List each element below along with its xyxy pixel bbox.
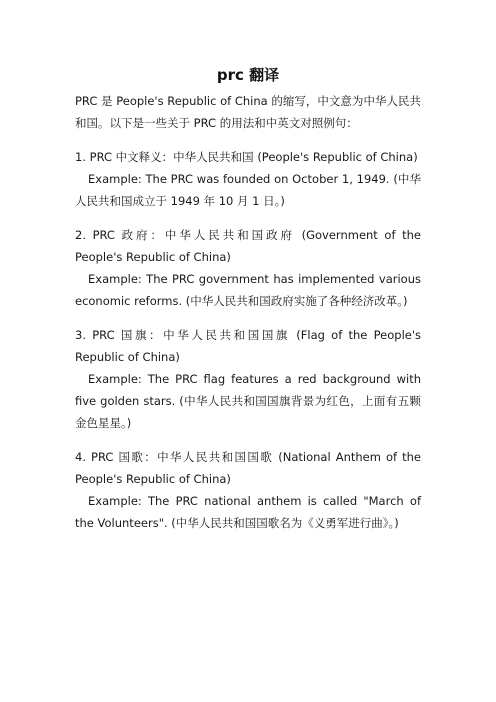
paragraph-gap [75, 434, 421, 446]
paragraph-gap [75, 312, 421, 324]
document-body [75, 64, 421, 534]
item-example-3: Example: The PRC flag features a red background with five golden stars. (中华人民共和国国旗背景为红色，上面有五颗金色星星。) [75, 372, 421, 430]
item-example-1: Example: The PRC was founded on October 1, 1949. (中华人民共和国成立于 1949 年 10 月 1 日。) [75, 172, 421, 208]
item-heading-1: 1. PRC 中文释义：中华人民共和国 (People's Republic of China) [75, 150, 418, 164]
paragraph-gap [75, 212, 421, 224]
item-example-2: Example: The PRC government has implemented various economic reforms. (中华人民共和国政府实施了各种经济改革。) [75, 272, 421, 308]
item-heading-4: 4. PRC 国歌：中华人民共和国国歌 (National Anthem of the People's Republic of China) [75, 450, 421, 486]
item-example-4: Example: The PRC national anthem is called "March of the Volunteers". (中华人民共和国国歌名为《义勇军进行曲》。) [75, 494, 421, 530]
item-heading-3: 3. PRC 国旗：中华人民共和国国旗 (Flag of the People's Republic of China) [75, 328, 421, 364]
intro-paragraph: PRC 是 People's Republic of China 的缩写，中文意为中华人民共和国。以下是一些关于 PRC 的用法和中英文对照例句： [75, 94, 421, 130]
document-title: prc 翻译 [216, 66, 280, 84]
paragraph-gap [75, 134, 421, 146]
item-heading-2: 2. PRC 政府：中华人民共和国政府 (Government of the People's Republic of China) [75, 228, 421, 264]
